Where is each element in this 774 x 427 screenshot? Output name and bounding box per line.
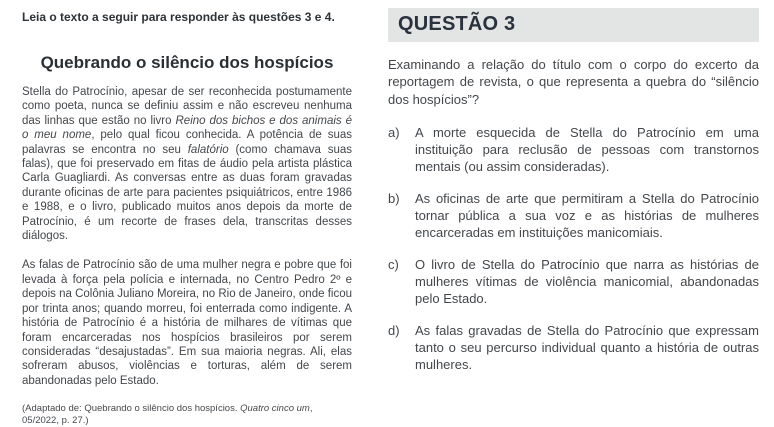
option-letter: b) [388,190,400,206]
option-text: As oficinas de arte que permitiram a Stella do Patrocínio tornar pública a sua voz e as histórias de mulheres encarceradas em instituições manicomiais. [415,190,759,241]
question-header-bar [388,8,759,42]
falatorio-italic: falatório [187,143,229,156]
answer-option-d [388,322,759,374]
question-header: QUESTÃO 3 [398,13,516,35]
magazine-name-italic: Quatro cinco um [240,403,310,415]
question-column [388,8,759,427]
passage-paragraph-2: As falas de Patrocínio são de uma mulher negra e pobre que foi levada à força pela polícia e internada, no Centro Pedro 2º e depois na Colônia Juliano Moreira, no Rio de Janeiro, onde ficou por trinta anos; quando morreu, foi enterrada como indigente. A história de Patrocínio é a história de milhares de vítimas que foram encarceradas nos hospícios brasileiros por serem consideradas “desajustadas”. Em sua maioria negras. Ali, elas sofreram abusos, violências e torturas, além de serem abandonadas pelo Estado. [22,259,352,387]
passage-instruction: Leia o texto a seguir para responder às questões 3 e 4. [22,10,335,24]
option-text: O livro de Stella do Patrocínio que narra as histórias de mulheres vítimas de violência manicomial, abandonadas pelo Estado. [415,256,759,307]
paragraph-1-segment: (como chamava suas falas), que foi preservado em fitas de áudio pela artista plástica Carla Guagliardi. As conversas entre as duas foram gravadas durante oficinas de arte para pacientes psiquiátricos, entre 1986 e 1988, e o livro, publicado muitos anos depois da morte de Patrocínio, é um recorte de frases dela, transcritas desses diálogos. [22,143,352,243]
question-intro: Examinando a relação do título com o corpo do excerto da reportagem de revista, o que representa a quebra do “silêncio dos hospícios”? [388,57,759,107]
option-text: A morte esquecida de Stella do Patrocínio em uma instituição para reclusão de pessoas com transtornos mentais (ou assim consideradas). [415,124,759,175]
answer-option-a [388,124,759,176]
source-segment: (Adaptado de: Quebrando o silêncio dos hospícios. [22,403,241,415]
option-text: As falas gravadas de Stella do Patrocínio que expressam tanto o seu percurso individual quanto a história de outras mulheres. [415,322,759,373]
paragraph-1-segment: , pelo qual ficou conhecida. A potência de suas palavras se encontra no seu [22,129,352,156]
source-segment: , 05/2022, p. 27.) [22,403,313,427]
option-letter: c) [388,256,399,272]
answer-option-c [388,256,759,308]
passage-paragraph-1 [22,85,352,243]
reading-passage-column [22,8,352,427]
option-letter: d) [388,322,400,338]
answer-options-list [388,124,759,374]
source-citation [22,403,352,427]
answer-option-b [388,190,759,242]
paragraph-1-segment: Stella do Patrocínio, apesar de ser reconhecida postumamente como poeta, nunca se definiu assim e não escreveu nenhuma das linhas que estão no livro [22,86,352,127]
book-title-italic: Reino dos bichos e dos animais é o meu nome [22,114,352,142]
passage-title: Quebrando o silêncio dos hospícios [40,53,334,72]
option-letter: a) [388,124,400,140]
